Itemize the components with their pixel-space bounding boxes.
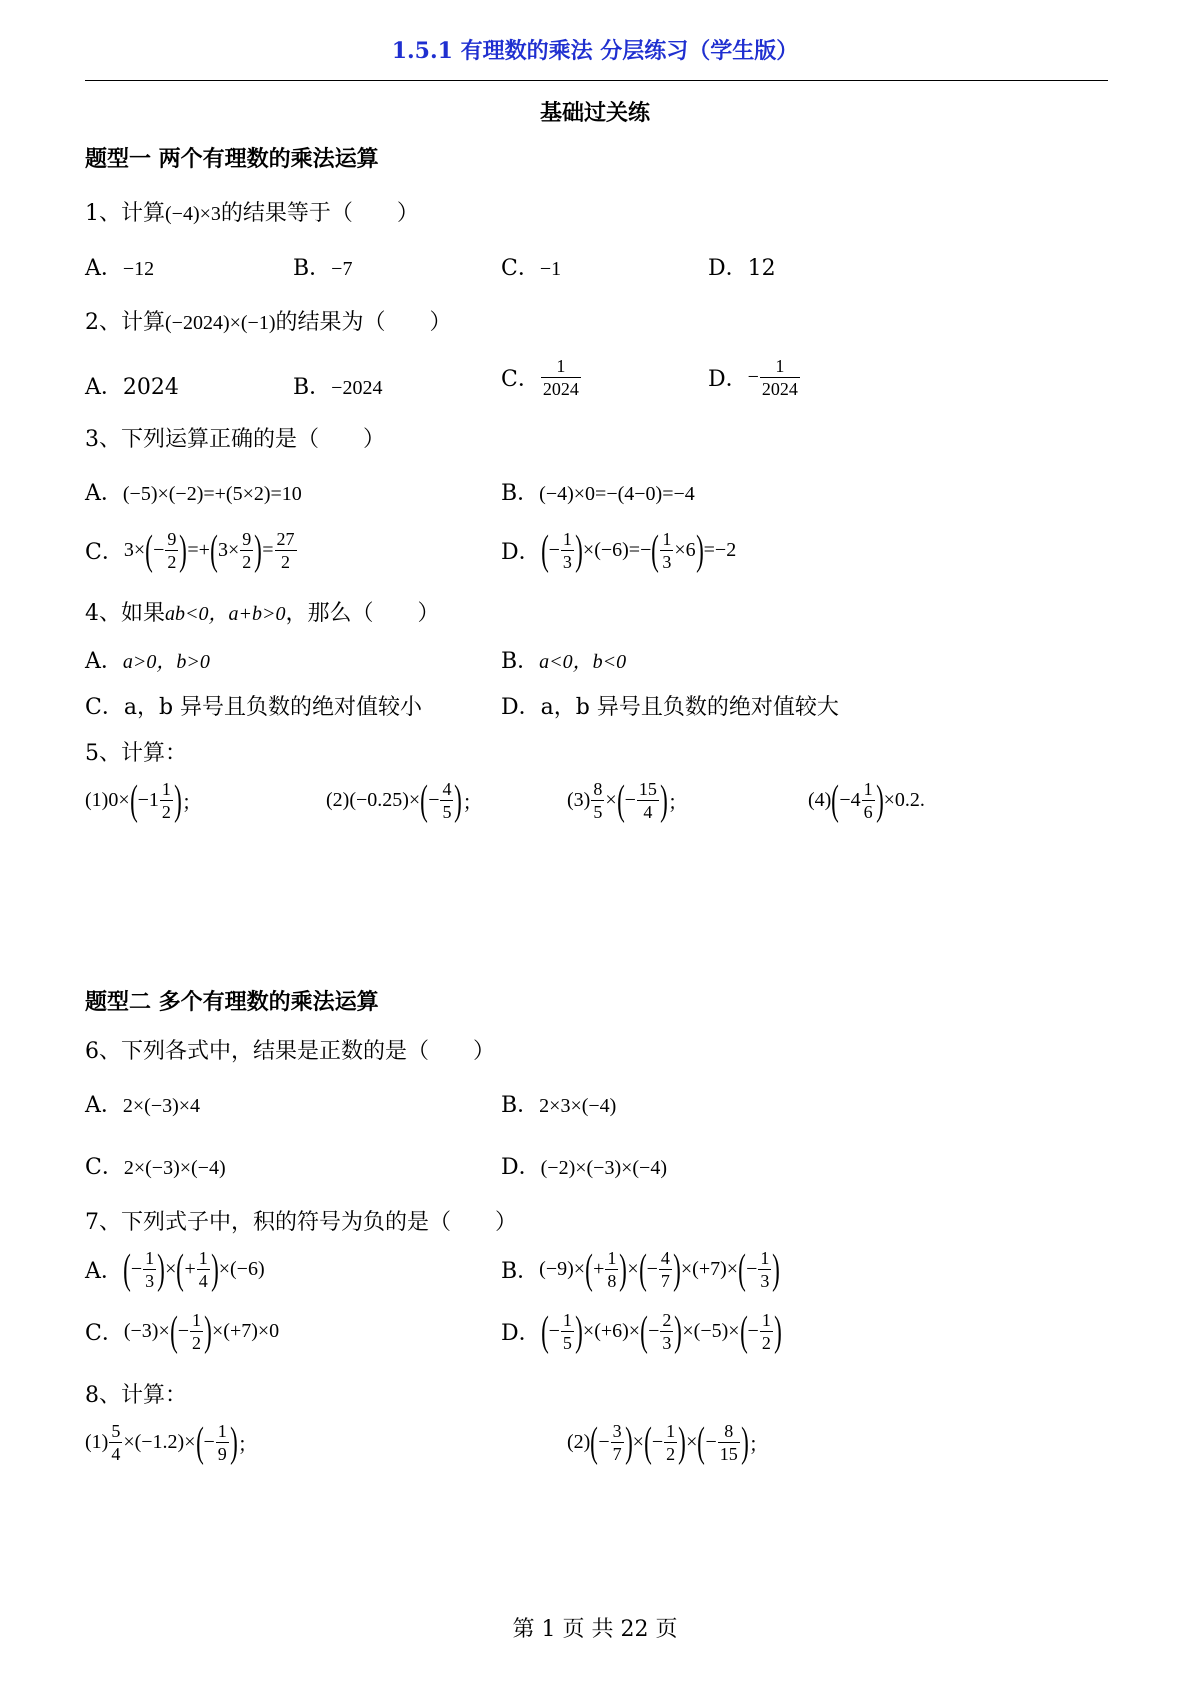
type2-heading: 题型二 多个有理数的乘法运算	[85, 989, 379, 1015]
q1-option-a: A．−12	[85, 256, 155, 281]
q5-part1: (1)0× ( −1 1 2 ) ；	[85, 777, 202, 824]
q6-option-c: C．2×(−3)×(−4)	[85, 1155, 226, 1180]
q7-option-c: C． (−3)× ( − $\frac{1}{2}$ ) ×(+7)×0	[85, 1308, 280, 1355]
q8-stem: 8、计算：	[85, 1383, 187, 1408]
q2-stem: 2、计算(−2024)×(−1)的结果为（ ）	[85, 310, 452, 335]
type1-heading: 题型一 两个有理数的乘法运算	[85, 146, 379, 172]
q4-option-a: A．a>0，b>0	[85, 649, 210, 674]
q2-option-d: D． − $\frac{1}{2024}$	[708, 356, 798, 399]
q3-stem: 3、下列运算正确的是（ ）	[85, 427, 385, 452]
q4-option-d: D．a，b 异号且负数的绝对值较大	[501, 695, 839, 720]
q6-option-d: D．(−2)×(−3)×(−4)	[501, 1155, 667, 1180]
q4-stem: 4、如果ab<0，a+b>0，那么（ ）	[85, 601, 440, 626]
q2-option-b: B．−2024	[293, 375, 383, 400]
q5-part4: (4) ( −4 1 6 ) ×0.2 .	[808, 777, 925, 824]
q5-part2: (2)(−0.25)× ( − $\frac{4}{5}$ ) ；	[326, 777, 483, 824]
q3-option-d: D． ( − $\frac{1}{3}$ ) ×(−6)=− ( $\frac{1}{3}$ ×6 ) =−2	[501, 527, 737, 574]
section-title: 基础过关练	[539, 100, 650, 126]
q3-option-c: C． 3× ( − $\frac{9}{2}$ ) =+ ( 3× $\frac{9}{2}$ ) = $\frac{27}{2}$	[85, 527, 295, 574]
page-footer: 第 1 页 共 22 页	[512, 1617, 678, 1642]
q7-option-b: B． (−9)× ( + $\frac{1}{8}$ ) × ( − $\frac{4}{7}$ ) ×(+7)× ( − $\frac{1}{3}$ )	[501, 1246, 781, 1293]
header-rule	[85, 80, 1108, 81]
document-title: 1.5.1 有理数的乘法 分层练习（学生版）	[391, 38, 799, 64]
q6-stem: 6、下列各式中，结果是正数的是（ ）	[85, 1039, 495, 1064]
q8-part2: (2) ( − $\frac{3}{7}$ ) × ( − $\frac{1}{2}$ ) × ( − $\frac{8}{15}$ ) ；	[567, 1419, 769, 1466]
q7-option-a: A． ( − $\frac{1}{3}$ ) × ( + $\frac{1}{4}$ ) ×(−6)	[85, 1246, 265, 1293]
q4-option-b: B．a<0，b<0	[501, 649, 627, 674]
q6-option-a: A．2×(−3)×4	[85, 1093, 201, 1118]
q5-part3: (3) $\frac{8}{5}$ × ( − $\frac{15}{4}$ ) ；	[567, 777, 688, 824]
q5-stem: 5、计算：	[85, 741, 187, 766]
q4-option-c: C．a，b 异号且负数的绝对值较小	[85, 695, 423, 720]
q1-option-d: D．12	[708, 256, 776, 281]
q1-stem: 1、计算(−4)×3的结果等于（ ）	[85, 201, 419, 226]
q3-option-b: B．(−4)×0=−(4−0)=−4	[501, 481, 695, 506]
q7-option-d: D． ( − $\frac{1}{5}$ ) ×(+6)× ( − $\frac{2}{3}$ ) ×(−5)× ( − $\frac{1}{2}$ )	[501, 1308, 782, 1355]
q2-option-c: C． 1 2024	[501, 356, 579, 399]
q2-option-a: A．2024	[85, 375, 179, 400]
q3-option-a: A．(−5)×(−2)=+(5×2)=10	[85, 481, 302, 506]
q6-option-b: B．2×3×(−4)	[501, 1093, 617, 1118]
q8-part1: (1) $\frac{5}{4}$ ×(−1.2)× ( − $\frac{1}{9}$ ) ；	[85, 1419, 258, 1466]
q1-option-c: C．−1	[501, 256, 562, 281]
q1-option-b: B．−7	[293, 256, 353, 281]
q7-stem: 7、下列式子中，积的符号为负的是（ ）	[85, 1210, 517, 1235]
